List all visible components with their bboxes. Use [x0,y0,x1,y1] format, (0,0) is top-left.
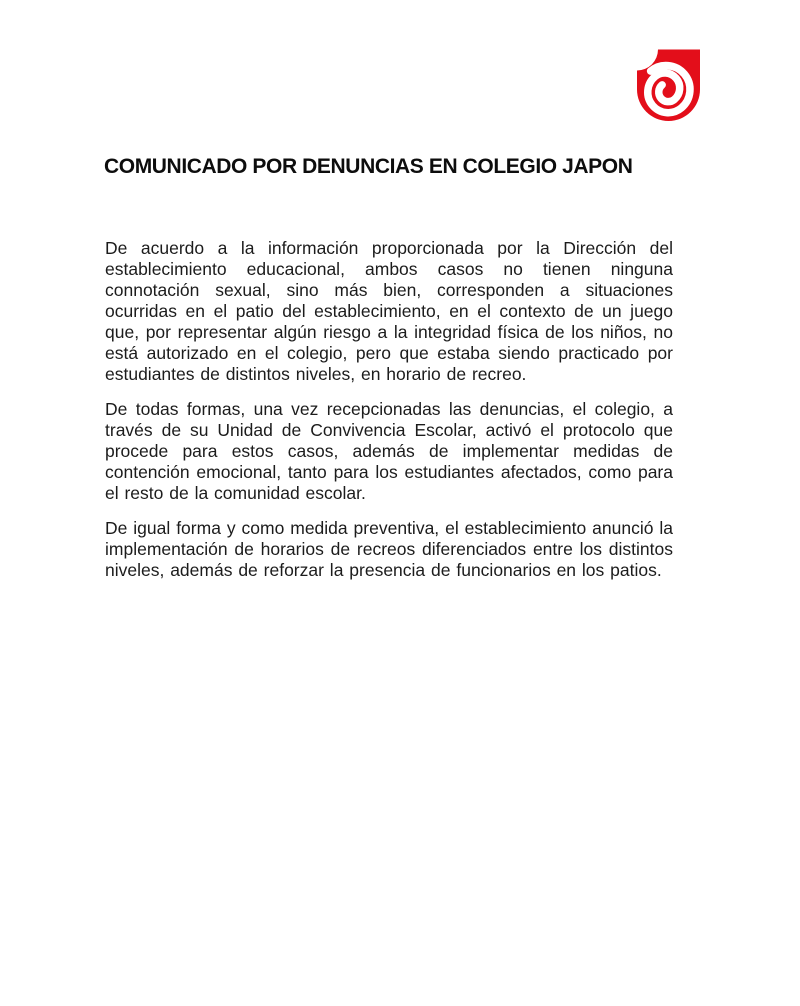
paragraph-1: De acuerdo a la información proporcionada por la Dirección del establecimiento educacional, ambos casos no tienen ninguna connotación sexual, sino más bien, corresponden a situaciones ocurridas en el patio del establecimiento, en el contexto de un juego que, por representar algún riesgo a la integridad física de los niños, no está autorizado en el colegio, pero que estaba siendo practicado por estudiantes de distintos niveles, en horario de recreo. [105,238,673,384]
paragraph-3: De igual forma y como medida preventiva, el establecimiento anunció la implementación de horarios de recreos diferenciados entre los distintos niveles, además de reforzar la presencia de funcionarios en los patios. [105,518,673,580]
school-logo [637,49,700,122]
document-body [105,238,673,595]
paragraph-2: De todas formas, una vez recepcionadas las denuncias, el colegio, a través de su Unidad de Convivencia Escolar, activó el protocolo que procede para estos casos, además de implementar medidas de contención emocional, tanto para los estudiantes afectados, como para el resto de la comunidad escolar. [105,399,673,503]
document-title: COMUNICADO POR DENUNCIAS EN COLEGIO JAPON [104,155,633,178]
spiral-shield-icon [637,49,700,122]
